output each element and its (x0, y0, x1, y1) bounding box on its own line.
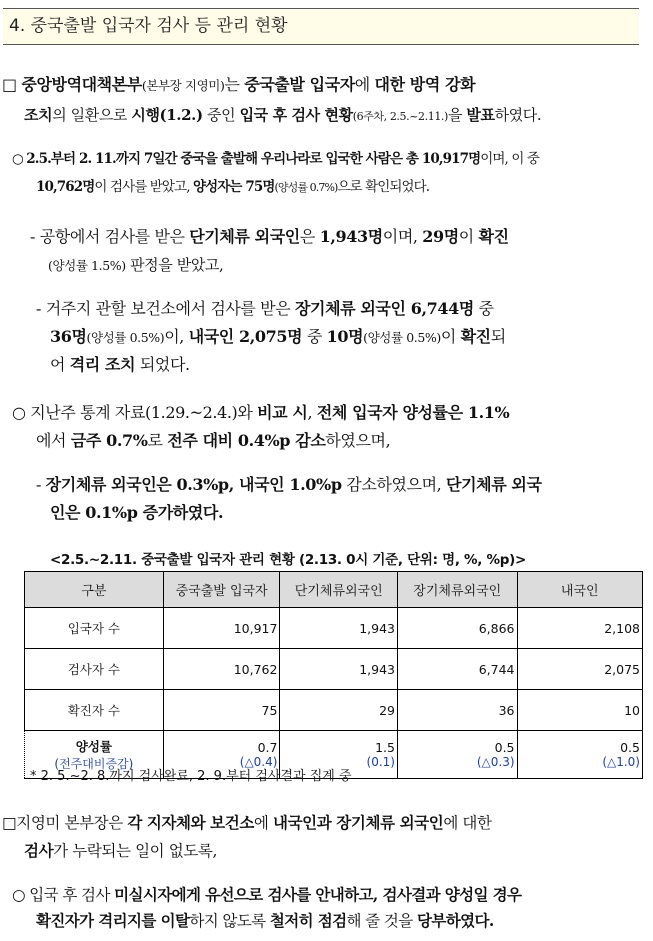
paragraph-intro-line1 (2, 70, 475, 101)
paragraph-comparison-line1 (12, 398, 509, 428)
text: 시행(1.2.) (131, 106, 203, 124)
text-strengthen: 대한 방역 강화 (374, 75, 476, 94)
paragraph-short-term-line2 (48, 250, 223, 281)
text: 하지 않도록 (189, 912, 270, 930)
rate-change: (△1.0) (602, 755, 640, 769)
positivity-label: 양성률 (75, 739, 112, 754)
rate-value: 0.5 (620, 740, 640, 755)
text-director: (본부장 지영미) (141, 78, 225, 93)
text: 2.5.부터 2. 11.까지 7일간 중국을 출발해 우리나라로 입국한 사람은 총 10,917명 (26, 151, 481, 167)
paragraph-long-term-line1 (36, 294, 494, 324)
cell-value: 75 (163, 690, 280, 731)
text: 에서 (36, 431, 71, 450)
text: 양성자는 75명 (192, 179, 275, 195)
text: 지영미 본부장은 (16, 814, 128, 832)
text: 내국인 2,075명 (188, 327, 303, 346)
text: 중인 (202, 106, 240, 124)
text: 1,943명 (319, 227, 383, 246)
text: (양성률 0.5%) (363, 330, 441, 345)
cell-rate (517, 731, 642, 779)
text: , (307, 403, 317, 422)
paragraph-long-term-line2 (50, 322, 506, 353)
text: 입국 후 검사 (29, 886, 115, 904)
positivity-sublabel: (전주대비증감) (54, 757, 134, 771)
rate-value: 0.7 (257, 740, 278, 755)
text: 단기체류 외국인 (189, 227, 300, 246)
text: 비교 시 (257, 403, 308, 422)
text: 확진 (478, 227, 509, 246)
text: 이 검사를 받았고, (94, 179, 193, 195)
text: 거주지 관할 보건소에서 검사를 받은 (45, 299, 295, 318)
cell-value: 29 (280, 690, 398, 731)
text: 이 (440, 327, 461, 346)
text: 10,762명 (36, 179, 95, 195)
text: 판정을 받았고, (125, 256, 224, 274)
text: 에 (354, 75, 375, 94)
text: 조치 (24, 106, 53, 124)
text: 와 (237, 403, 258, 422)
text: 으로 확인되었다. (337, 179, 430, 195)
text-kdca: 중앙방역대책본부 (21, 75, 142, 94)
paragraph-comparison-line2 (36, 426, 390, 456)
cell-value: 10,762 (163, 649, 280, 690)
text: 장기체류 외국인 6,744명 (294, 299, 474, 318)
paragraph-arrivals-line2 (36, 172, 429, 203)
row-label: 검사자 수 (25, 649, 164, 690)
bullet-circle: ○ (12, 151, 23, 167)
bullet-circle: ○ (12, 403, 26, 422)
paragraph-director-line2 (24, 836, 217, 866)
text: 당부하였다. (417, 911, 494, 930)
text: (양성률 0.5%) (86, 330, 165, 345)
text: 29명 (422, 227, 459, 246)
text: 철저히 점검 (269, 911, 347, 930)
paragraph-arrivals-line1 (12, 144, 539, 174)
text: 로 (147, 431, 168, 450)
cell-value: 10 (517, 690, 642, 731)
text: 인은 0.1%p 증가하였다. (50, 503, 224, 522)
text: 장기체류 외국인은 0.3%p, 내국인 1.0%p (45, 475, 342, 494)
table-caption: <2.5.~2.11. 중국출발 입국자 관리 현황 (2.13. 0시 기준, 단위: 명, %, %p)> (50, 552, 526, 568)
rate-change: (△0.3) (476, 755, 515, 769)
text: 입국 후 검사 현황 (239, 106, 353, 124)
text: 전주 대비 0.4%p 감소 (167, 431, 326, 450)
text: 이며, 이 중 (480, 151, 539, 167)
text: 가 누락되는 일이 없도록, (53, 842, 217, 860)
text-china-arrivals: 중국출발 입국자 (244, 75, 355, 94)
text: 각 지자체와 보건소 (127, 813, 254, 832)
text: 이, (164, 327, 189, 346)
cell-value: 6,866 (397, 608, 517, 649)
text: 의 일환으로 (52, 106, 132, 124)
cell-value: 1,943 (280, 608, 398, 649)
cell-rate (397, 731, 517, 779)
text: 감소하였으며, (341, 475, 447, 494)
text: (6주차, 2.5.~2.11.) (352, 110, 448, 123)
header-china-arrivals: 중국출발 입국자 (163, 572, 280, 608)
cell-value: 1,943 (280, 649, 398, 690)
header-nationals: 내국인 (517, 572, 642, 608)
table-footnote: * 2. 5.~2. 8.까지 검사완료, 2. 9.부터 검사결과 집계 중 (30, 769, 352, 784)
text: 전체 입국자 양성률은 1.1% (316, 403, 510, 422)
text: 확진 (460, 327, 491, 346)
text: 발표 (466, 106, 495, 124)
text: 이며, (382, 227, 423, 246)
text: 내국인과 장기체류 외국인 (273, 813, 444, 832)
row-label: 확진자 수 (25, 690, 164, 731)
text: 되 (490, 327, 506, 346)
text: 금주 0.7% (70, 431, 148, 450)
bullet-square: □ (2, 814, 17, 832)
paragraph-request-line2 (36, 906, 494, 936)
cell-value: 36 (397, 690, 517, 731)
paragraph-long-term-line3 (50, 350, 190, 380)
paragraph-intro-line2 (24, 100, 541, 132)
text: 되었다. (135, 355, 190, 374)
text: 단기체류 외국 (446, 475, 542, 494)
text: 하였으며, (325, 431, 391, 450)
text: 공항에서 검사를 받은 (39, 227, 190, 246)
text: (양성률 1.5%) (48, 258, 126, 273)
text: 미실시자에게 유선으로 검사를 안내하고, 검사결과 양성일 경우 (114, 885, 522, 904)
rate-value: 1.5 (375, 740, 395, 755)
header-short-term: 단기체류외국인 (280, 572, 398, 608)
text: 이 (458, 227, 479, 246)
cell-value: 6,744 (397, 649, 517, 690)
text: 지난주 통계 자료(1.29.~2.4.) (30, 403, 238, 422)
text: 하였다. (494, 106, 542, 124)
bullet-square: □ (2, 75, 17, 94)
text: 확진자가 격리지를 이탈 (36, 911, 190, 930)
paragraph-change-line1 (36, 470, 542, 500)
rate-value: 0.5 (494, 740, 515, 755)
table-row (25, 608, 643, 649)
text: 36명 (50, 327, 87, 346)
row-label: 입국자 수 (25, 608, 164, 649)
table-row (25, 649, 643, 690)
header-category: 구분 (25, 572, 164, 608)
cell-value: 10,917 (163, 608, 280, 649)
text: 해 줄 것을 (346, 912, 418, 930)
dash-marker: - (36, 299, 42, 318)
table-row (25, 690, 643, 731)
text: 에 대한 (443, 814, 492, 832)
text: 은 (299, 227, 320, 246)
paragraph-change-line2 (50, 498, 223, 528)
rate-change: (△0.4) (239, 755, 278, 769)
paragraph-director-line1 (2, 808, 492, 838)
header-long-term: 장기체류외국인 (397, 572, 517, 608)
arrivals-table (24, 571, 643, 779)
section-title: 4. 중국출발 입국자 검사 등 관리 현황 (3, 8, 639, 45)
text: 검사 (24, 841, 54, 860)
paragraph-short-term-line1 (30, 222, 509, 252)
text: 중 (473, 299, 494, 318)
dash-marker: - (36, 475, 42, 494)
text: 어 (50, 355, 70, 374)
cell-value: 2,075 (517, 649, 642, 690)
text: (양성률 0.7%) (274, 181, 338, 194)
rate-change: (0.1) (366, 755, 395, 769)
dash-marker: - (30, 227, 36, 246)
cell-value: 2,108 (517, 608, 642, 649)
text: 격리 조치 (69, 355, 136, 374)
text: 는 (224, 75, 245, 94)
text: 중 (302, 327, 327, 346)
text: 을 (447, 106, 467, 124)
bullet-circle: ○ (12, 886, 25, 904)
text: 에 (253, 814, 274, 832)
text: 10명 (326, 327, 364, 346)
table-header-row (25, 572, 643, 608)
